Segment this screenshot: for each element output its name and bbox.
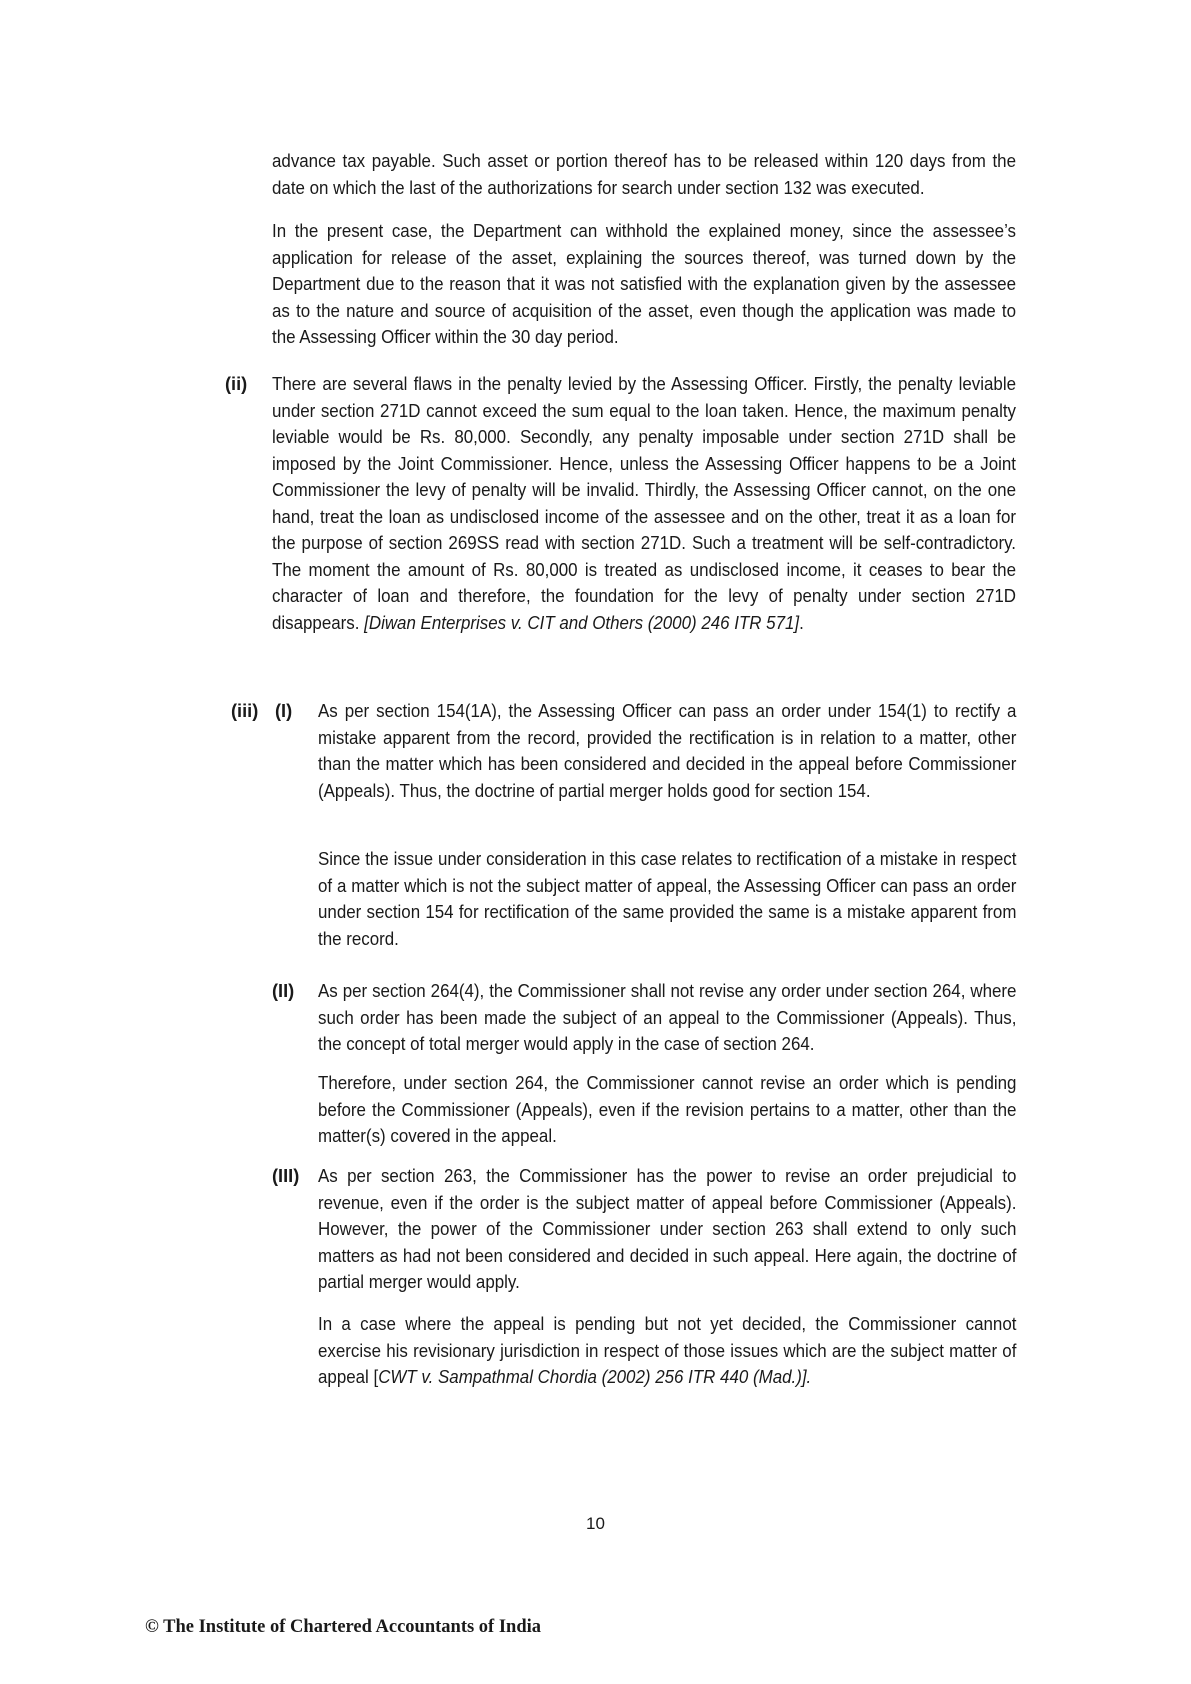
item-ii-body: There are several flaws in the penalty levied by the Assessing Officer. Firstly, the penalty leviable under section 271D cannot exceed the sum equal to the loan taken. Hence, the maximum penalty leviable would be Rs. 80,000. Secondly, any penalty imposable under section 271D shall be imposed by the Joint Commissioner. Hence, unless the Assessing Officer happens to be a Joint Commissioner the levy of penalty will be invalid. Thirdly, the Assessing Officer cannot, on the one hand, treat the loan as undisclosed income of the assessee and on the other, treat it as a loan for the purpose of section 269SS read with section 271D. Such a treatment will be self-contradictory. The moment the amount of Rs. 80,000 is treated as undisclosed income, it ceases to bear the character of loan and therefore, the foundation for the levy of penalty under section 271D disappears. bbox=[272, 374, 1016, 633]
page-number: 10 bbox=[586, 1514, 605, 1533]
continued-paragraph-2: In the present case, the Department can withhold the explained money, since the assessee’s application for release of the asset, explaining the sources thereof, was turned down by the Department due to the reason that it was not satisfied with the explanation given by the assessee as to the nature and source of acquisition of the asset, even though the application was made to the Assessing Officer within the 30 day period. bbox=[272, 221, 1016, 347]
item-ii-citation: [Diwan Enterprises v. CIT and Others (2000) 246 ITR 571] bbox=[364, 612, 800, 633]
item-ii-end: . bbox=[799, 612, 804, 633]
item-iii-III-citation: CWT v. Sampathmal Chordia (2002) 256 ITR 440 (Mad.)]. bbox=[378, 1367, 812, 1387]
footer-copyright: © The Institute of Chartered Accountants of India bbox=[145, 1617, 542, 1637]
item-iii-I-text: As per section 154(1A), the Assessing Officer can pass an order under 154(1) to rectify a mistake apparent from the record, provided the rectification is in relation to a matter, other than the matter which has been considered and decided in the appeal before Commissioner (Appeals). Thus, the doctrine of partial merger holds good for section 154. bbox=[318, 701, 1017, 801]
item-ii-text bbox=[272, 371, 1016, 636]
item-iii-III-body: In a case where the appeal is pending but not yet decided, the Commissioner cannot exercise his revisionary jurisdiction in respect of those issues which are the subject matter of appeal [ bbox=[318, 1314, 1017, 1387]
item-iii-I-label: (I) bbox=[275, 701, 293, 721]
item-iii-III-text: As per section 263, the Commissioner has the power to revise an order prejudicial to revenue, even if the order is the subject matter of appeal before Commissioner (Appeals). However, the power of the Commissioner under section 263 shall extend to only such matters as had not been considered and decided in such appeal. Here again, the doctrine of partial merger would apply. bbox=[318, 1166, 1017, 1292]
item-iii-I-text-2: Since the issue under consideration in this case relates to rectification of a mistake in respect of a matter which is not the subject matter of appeal, the Assessing Officer can pass an order under section 154 for rectification of the same provided the same is a mistake apparent from the record. bbox=[318, 849, 1017, 949]
item-iii-II-text: As per section 264(4), the Commissioner shall not revise any order under section 264, where such order has been made the subject of an appeal to the Commissioner (Appeals). Thus, the concept of total merger would apply in the case of section 264. bbox=[318, 981, 1017, 1054]
item-iii-III-text-2 bbox=[318, 1311, 1016, 1391]
item-iii-III-label: (III) bbox=[272, 1166, 300, 1186]
item-ii-label: (ii) bbox=[225, 374, 248, 394]
item-iii-II-text-2: Therefore, under section 264, the Commissioner cannot revise an order which is pending before the Commissioner (Appeals), even if the revision pertains to a matter, other than the matter(s) covered in the appeal. bbox=[318, 1073, 1017, 1146]
continued-paragraph-1: advance tax payable. Such asset or portion thereof has to be released within 120 days from the date on which the last of the authorizations for search under section 132 was executed. bbox=[272, 151, 1016, 198]
item-iii-II-label: (II) bbox=[272, 981, 295, 1001]
item-iii-label: (iii) bbox=[231, 701, 259, 721]
